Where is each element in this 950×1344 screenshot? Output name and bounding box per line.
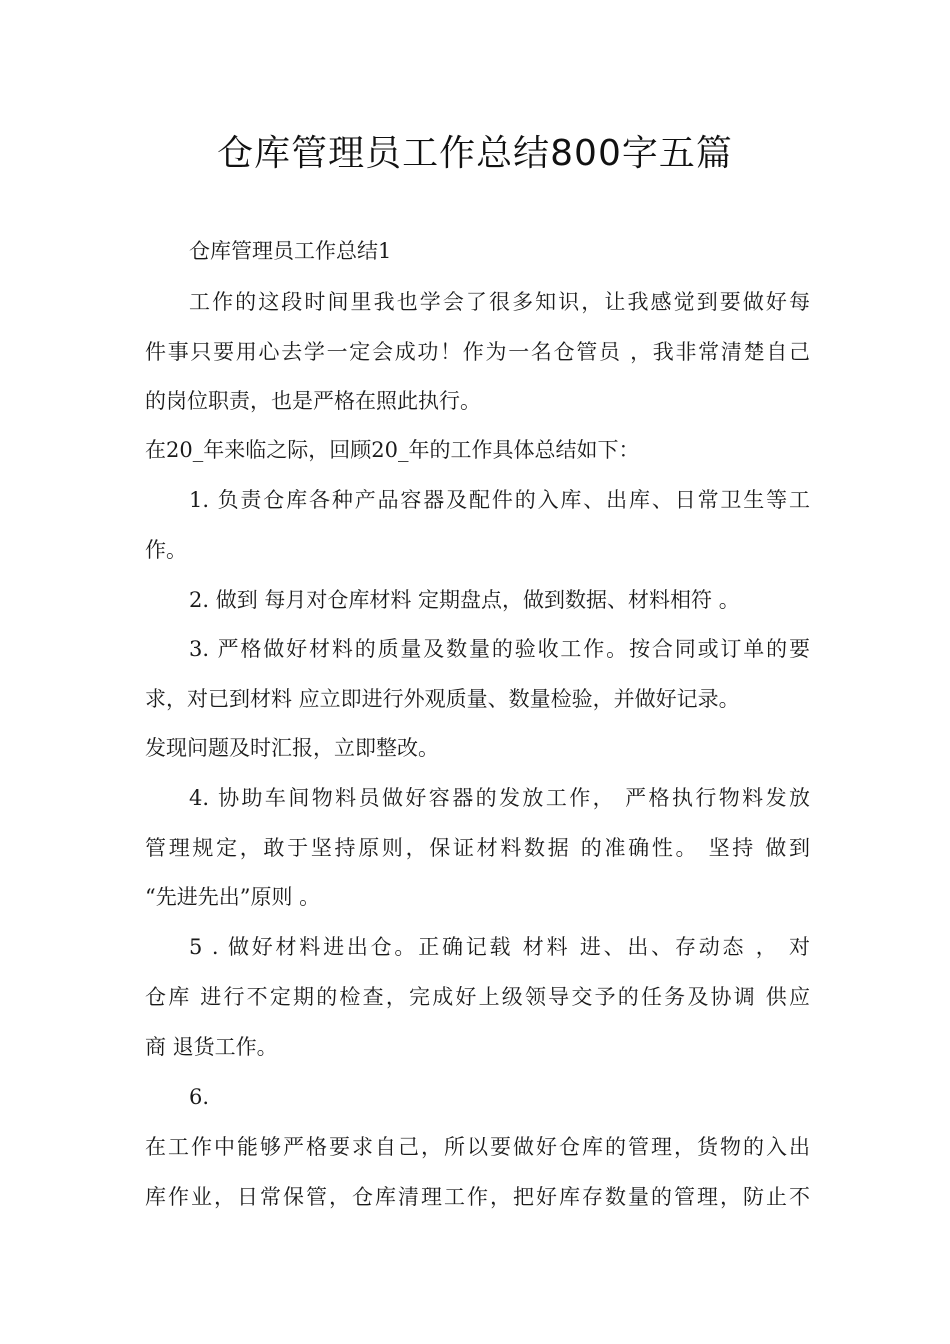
- list-item-line: 仓库 进行不定期的检查，完成好上级领导交予的任务及协调 供应: [145, 985, 810, 1009]
- paragraph-line: 库作业，日常保管，仓库清理工作，把好库存数量的管理，防止不: [145, 1185, 810, 1209]
- list-item-line: 6.: [189, 1085, 210, 1109]
- list-item-line: “先进先出”原则 。: [145, 885, 321, 909]
- paragraph-line: 件事只要用心去学一定会成功！作为一名仓管员 ，我非常清楚自己: [145, 340, 810, 364]
- list-item-line: 1. 负责仓库各种产品容器及配件的入库、出库、日常卫生等工: [189, 488, 810, 512]
- paragraph-line: 在工作中能够严格要求自己，所以要做好仓库的管理，货物的入出: [145, 1135, 810, 1159]
- paragraph-line: 的岗位职责，也是严格在照此执行。: [145, 389, 481, 413]
- list-item-line: 5 . 做好材料进出仓。正确记载 材料 进、出、存动态 ， 对: [189, 935, 810, 959]
- section-heading: 仓库管理员工作总结1: [189, 239, 392, 263]
- list-item-line: 2. 做到 每月对仓库材料 定期盘点，做到数据、材料相符 。: [189, 588, 740, 612]
- list-item-line: 3. 严格做好材料的质量及数量的验收工作。按合同或订单的要: [189, 637, 810, 661]
- document-title: 仓库管理员工作总结800字五篇: [217, 133, 733, 174]
- paragraph-line: 工作的这段时间里我也学会了很多知识，让我感觉到要做好每: [189, 290, 810, 314]
- paragraph-line: 在20_年来临之际，回顾20_年的工作具体总结如下：: [145, 438, 640, 462]
- list-item-line: 发现问题及时汇报，立即整改。: [145, 736, 439, 760]
- list-item-line: 作。: [145, 538, 187, 562]
- list-item-line: 管理规定，敢于坚持原则，保证材料数据 的准确性。 坚持 做到: [145, 836, 810, 860]
- list-item-line: 商 退货工作。: [145, 1035, 278, 1059]
- list-item-line: 求，对已到材料 应立即进行外观质量、数量检验，并做好记录。: [145, 687, 740, 711]
- list-item-line: 4. 协助车间物料员做好容器的发放工作， 严格执行物料发放: [189, 786, 810, 810]
